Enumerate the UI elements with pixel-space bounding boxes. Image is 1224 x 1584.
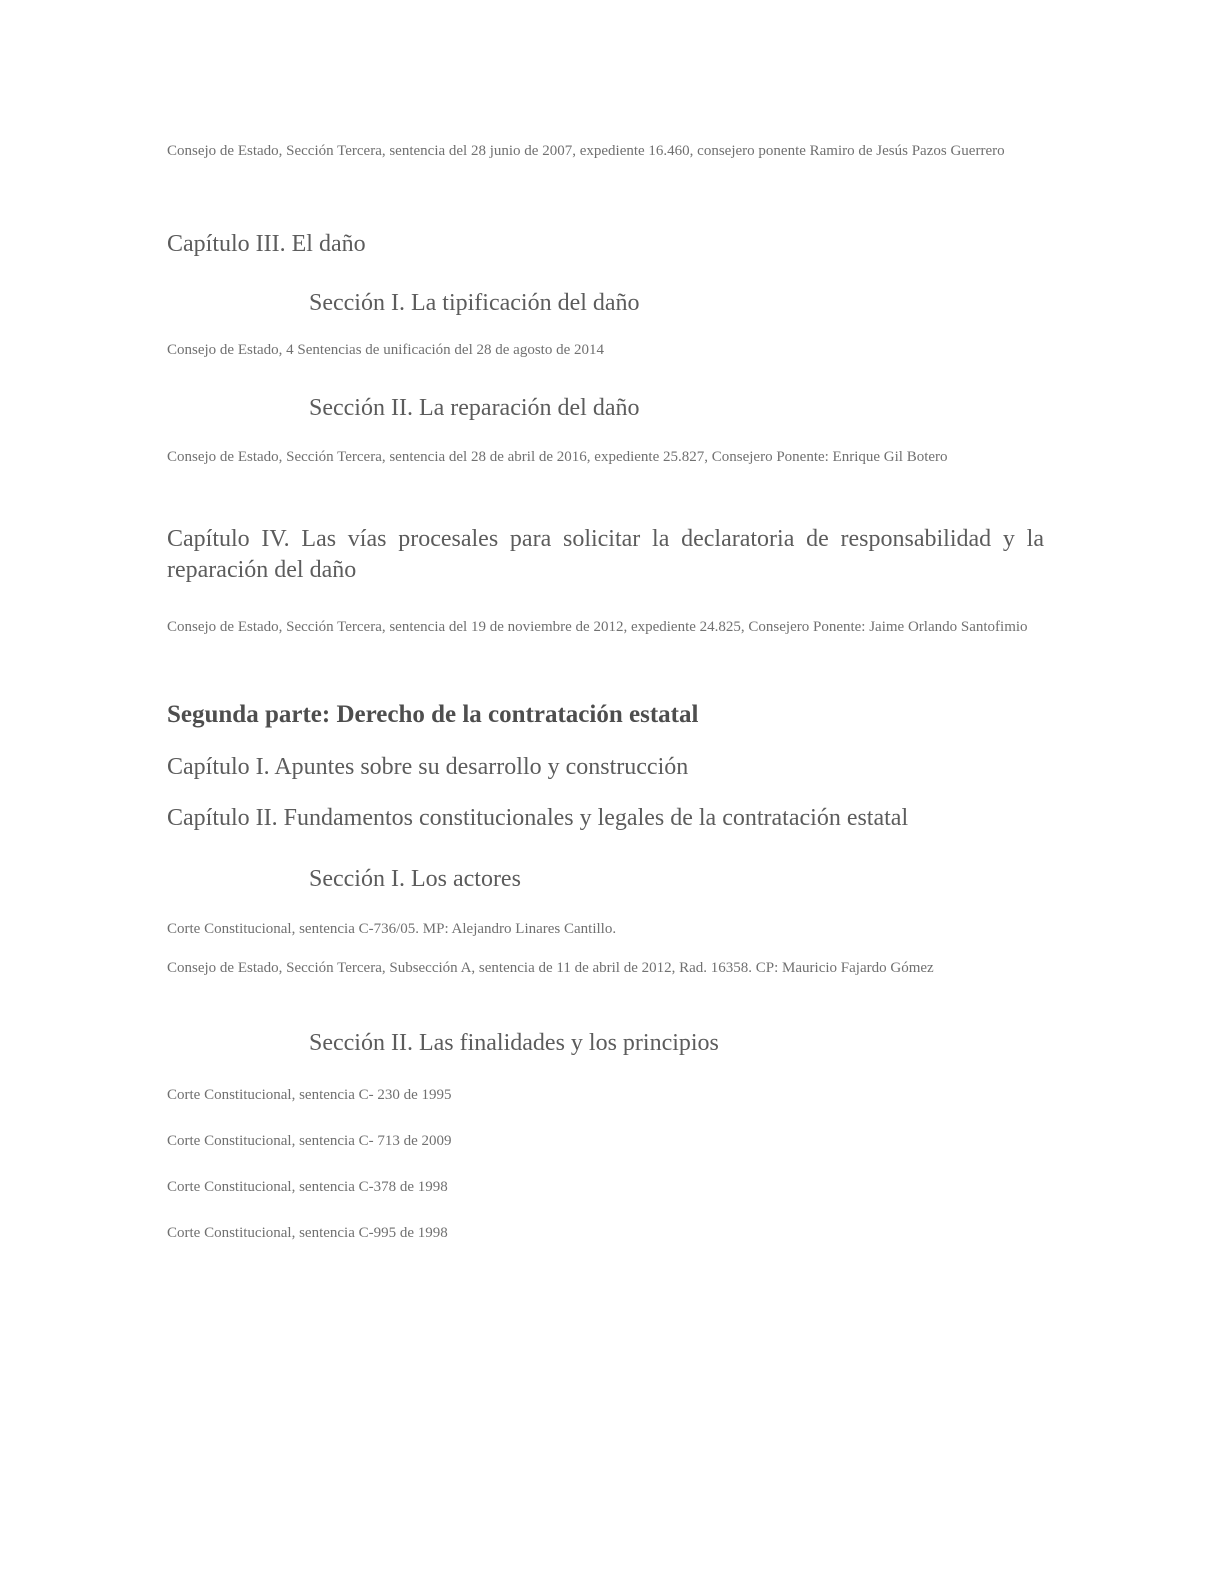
citation: Consejo de Estado, Sección Tercera, sentencia del 28 de abril de 2016, expediente 25.827, Consejero Ponente: Enrique Gil Botero — [167, 449, 948, 465]
document-body — [167, 140, 1044, 1243]
citation: Consejo de Estado, Sección Tercera, sentencia del 19 de noviembre de 2012, expediente 24.825, Consejero Ponente: Jaime Orlando Santofimio — [167, 619, 1028, 635]
section-heading: Sección I. Los actores — [309, 866, 521, 892]
chapter-heading: Capítulo II. Fundamentos constitucionales y legales de la contratación estatal — [167, 805, 909, 831]
chapter-heading: Capítulo I. Apuntes sobre su desarrollo y construcción — [167, 754, 689, 780]
chapter-heading: Capítulo III. El daño — [167, 231, 366, 257]
section-heading: Sección II. Las finalidades y los principios — [309, 1030, 719, 1056]
chapter-heading: Capítulo IV. Las vías procesales para solicitar la declaratoria de responsabilidad y la reparación del daño — [167, 526, 1044, 583]
citation: Corte Constitucional, sentencia C- 230 de 1995 — [167, 1087, 452, 1103]
citation: Corte Constitucional, sentencia C-378 de 1998 — [167, 1179, 448, 1195]
citation: Corte Constitucional, sentencia C- 713 de 2009 — [167, 1133, 452, 1149]
part-heading: Segunda parte: Derecho de la contratación estatal — [167, 701, 699, 728]
section-heading: Sección II. La reparación del daño — [309, 395, 640, 421]
citation: Consejo de Estado, 4 Sentencias de unificación del 28 de agosto de 2014 — [167, 342, 604, 358]
citation: Consejo de Estado, Sección Tercera, sentencia del 28 junio de 2007, expediente 16.460, consejero ponente Ramiro de Jesús Pazos Guerrero — [167, 143, 1005, 159]
citation: Corte Constitucional, sentencia C-995 de 1998 — [167, 1225, 448, 1241]
citation: Consejo de Estado, Sección Tercera, Subsección A, sentencia de 11 de abril de 2012, Rad. 16358. CP: Mauricio Fajardo Gómez — [167, 960, 934, 976]
citation: Corte Constitucional, sentencia C-736/05. MP: Alejandro Linares Cantillo. — [167, 921, 617, 937]
section-heading: Sección I. La tipificación del daño — [309, 290, 640, 316]
